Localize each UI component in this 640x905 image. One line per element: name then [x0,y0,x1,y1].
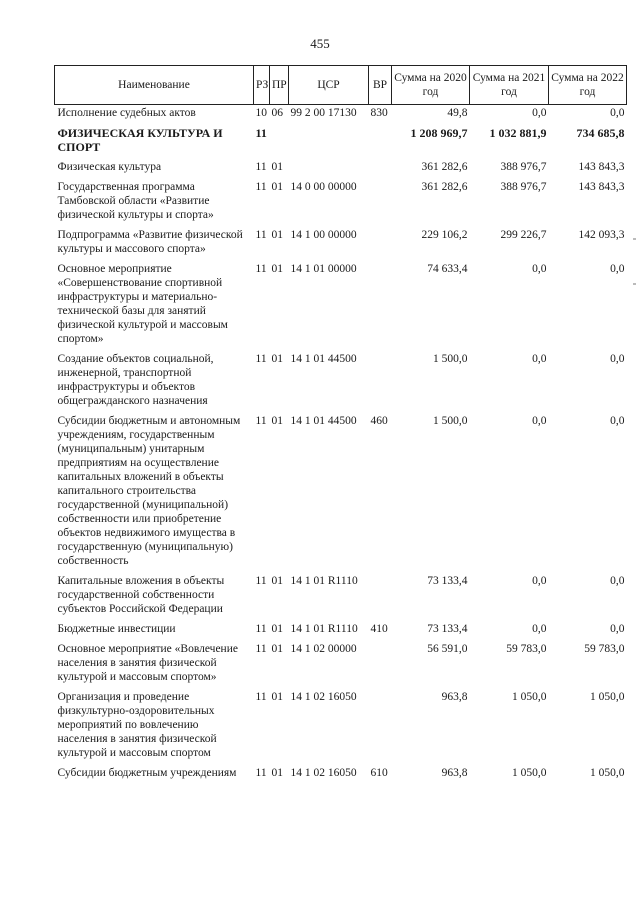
row-csr [289,125,369,159]
row-sum-2021: 0,0 [532,353,547,365]
row-rz: 11 [255,767,267,779]
row-sum-2020: 1 500,0 [433,415,468,427]
row-name: Основное мероприятие «Совершенствование спортивной инфраструктуры и материально-технической базы для занятий физической культурой и массовым спортом» [57,263,228,345]
table-row [55,413,627,573]
row-sum-2021: 1 032 881,9 [489,126,547,140]
row-name: Исполнение судебных актов [57,107,196,119]
header-vr: ВР [369,66,392,105]
row-vr [369,159,392,179]
row-sum-2020: 49,8 [447,107,468,119]
page-number: 455 [310,36,330,51]
row-vr [369,351,392,413]
row-name: Бюджетные инвестиции [57,623,176,635]
row-rz: 11 [255,691,267,703]
row-sum-2021: 0,0 [532,575,547,587]
row-sum-2022: 0,0 [610,575,625,587]
table-row [55,125,627,159]
row-vr [369,179,392,227]
row-sum-2020: 229 106,2 [421,229,468,241]
row-pr: 01 [271,767,283,779]
row-csr: 14 1 01 44500 [290,353,357,365]
row-sum-2022: 143 843,3 [578,161,625,173]
row-rz: 11 [255,126,267,140]
scan-speck [633,238,636,240]
row-sum-2022: 0,0 [610,353,625,365]
row-name: Организация и проведение физкультурно-оздоровительных мероприятий по вовлечению населения в занятия физической культурой и массовым спортом [57,691,217,759]
row-pr: 01 [271,415,283,427]
row-csr: 14 1 01 R1110 [290,623,358,635]
row-pr: 01 [271,353,283,365]
row-name: Субсидии бюджетным учреждениям [57,767,237,779]
row-vr [369,573,392,621]
table-row [55,689,627,765]
row-sum-2020: 1 500,0 [433,353,468,365]
row-vr: 830 [370,107,388,119]
row-csr [289,159,369,179]
row-sum-2021: 0,0 [532,623,547,635]
row-sum-2022: 143 843,3 [578,181,625,193]
row-sum-2021: 0,0 [532,107,547,119]
row-csr: 14 1 00 00000 [290,229,357,241]
header-sum-2022: Сумма на 2022 год [549,66,627,105]
row-rz: 11 [255,415,267,427]
table-row [55,159,627,179]
row-sum-2020: 56 591,0 [427,643,468,655]
row-pr: 01 [271,575,283,587]
row-rz: 11 [255,161,267,173]
row-name: Субсидии бюджетным и автономным учреждениям, государственным (муниципальным) унитарным предприятиям на осуществление капитальных вложений в объекты капитального строительства государственной (муниципальной) собственности или приобретение объектов недвижимого имущества в государственную (муниципальную) собственность [57,415,241,567]
row-name: Капитальные вложения в объекты государственной собственности субъектов Российской Федерации [57,575,225,615]
row-pr: 01 [271,161,283,173]
row-sum-2020: 73 133,4 [427,575,468,587]
row-sum-2021: 388 976,7 [500,181,547,193]
row-rz: 11 [255,263,267,275]
row-rz: 10 [255,107,267,119]
row-vr [369,261,392,351]
row-sum-2022: 59 783,0 [584,643,625,655]
row-rz: 11 [255,623,267,635]
budget-table [54,65,627,785]
row-csr: 14 0 00 00000 [290,181,357,193]
row-csr: 14 1 01 R1110 [290,575,358,587]
row-sum-2021: 1 050,0 [512,691,547,703]
header-pr: ПР [270,66,289,105]
row-name: Подпрограмма «Развитие физической культуры и массового спорта» [57,229,243,255]
table-row [55,179,627,227]
row-sum-2022: 0,0 [610,623,625,635]
row-sum-2020: 74 633,4 [427,263,468,275]
row-pr: 01 [271,643,283,655]
row-sum-2022: 1 050,0 [590,691,625,703]
header-rz: РЗ [254,66,270,105]
row-vr [369,227,392,261]
row-name: Создание объектов социальной, инженерной, транспортной инфраструктуры и объектов общегражданского назначения [57,353,214,407]
row-csr: 14 1 02 16050 [290,767,357,779]
table-row [55,621,627,641]
scan-speck [633,283,636,285]
row-csr: 14 1 02 16050 [290,691,357,703]
row-rz: 11 [255,181,267,193]
row-pr: 01 [271,181,283,193]
row-name: ФИЗИЧЕСКАЯ КУЛЬТУРА И СПОРТ [57,126,223,154]
header-sum-2020: Сумма на 2020 год [392,66,470,105]
row-vr [369,641,392,689]
row-rz: 11 [255,353,267,365]
row-name: Основное мероприятие «Вовлечение населения в занятия физической культурой и массовым спортом» [57,643,238,683]
row-name: Физическая культура [57,161,162,173]
row-rz: 11 [255,643,267,655]
row-pr: 01 [271,229,283,241]
row-sum-2020: 1 208 969,7 [410,126,468,140]
row-pr [270,125,289,159]
header-name: Наименование [55,66,254,105]
table-row [55,573,627,621]
row-sum-2021: 299 226,7 [500,229,547,241]
table-row [55,105,627,126]
row-sum-2022: 0,0 [610,263,625,275]
row-rz: 11 [255,229,267,241]
row-sum-2022: 0,0 [610,107,625,119]
row-sum-2020: 361 282,6 [421,161,468,173]
row-sum-2021: 0,0 [532,415,547,427]
row-sum-2020: 73 133,4 [427,623,468,635]
header-sum-2021: Сумма на 2021 год [470,66,549,105]
row-vr [369,125,392,159]
row-sum-2021: 0,0 [532,263,547,275]
row-sum-2020: 963,8 [441,767,468,779]
row-sum-2022: 0,0 [610,415,625,427]
table-row [55,641,627,689]
row-vr: 610 [370,767,388,779]
row-pr: 01 [271,623,283,635]
row-csr: 14 1 02 00000 [290,643,357,655]
table-row [55,351,627,413]
row-vr [369,689,392,765]
row-sum-2022: 1 050,0 [590,767,625,779]
row-csr: 14 1 01 44500 [290,415,357,427]
table-row [55,227,627,261]
row-sum-2022: 734 685,8 [576,126,625,140]
table-row [55,261,627,351]
row-sum-2022: 142 093,3 [578,229,625,241]
row-pr: 01 [271,691,283,703]
row-csr: 14 1 01 00000 [290,263,357,275]
row-name: Государственная программа Тамбовской области «Развитие физической культуры и спорта» [57,181,214,221]
row-sum-2020: 361 282,6 [421,181,468,193]
row-vr: 410 [370,623,388,635]
row-csr: 99 2 00 17130 [290,107,357,119]
row-pr: 06 [271,107,283,119]
row-rz: 11 [255,575,267,587]
row-vr: 460 [370,415,388,427]
table-row [55,765,627,785]
row-sum-2021: 388 976,7 [500,161,547,173]
row-sum-2021: 59 783,0 [506,643,547,655]
row-sum-2020: 963,8 [441,691,468,703]
header-csr: ЦСР [289,66,369,105]
header-row [55,66,627,105]
row-pr: 01 [271,263,283,275]
row-sum-2021: 1 050,0 [512,767,547,779]
